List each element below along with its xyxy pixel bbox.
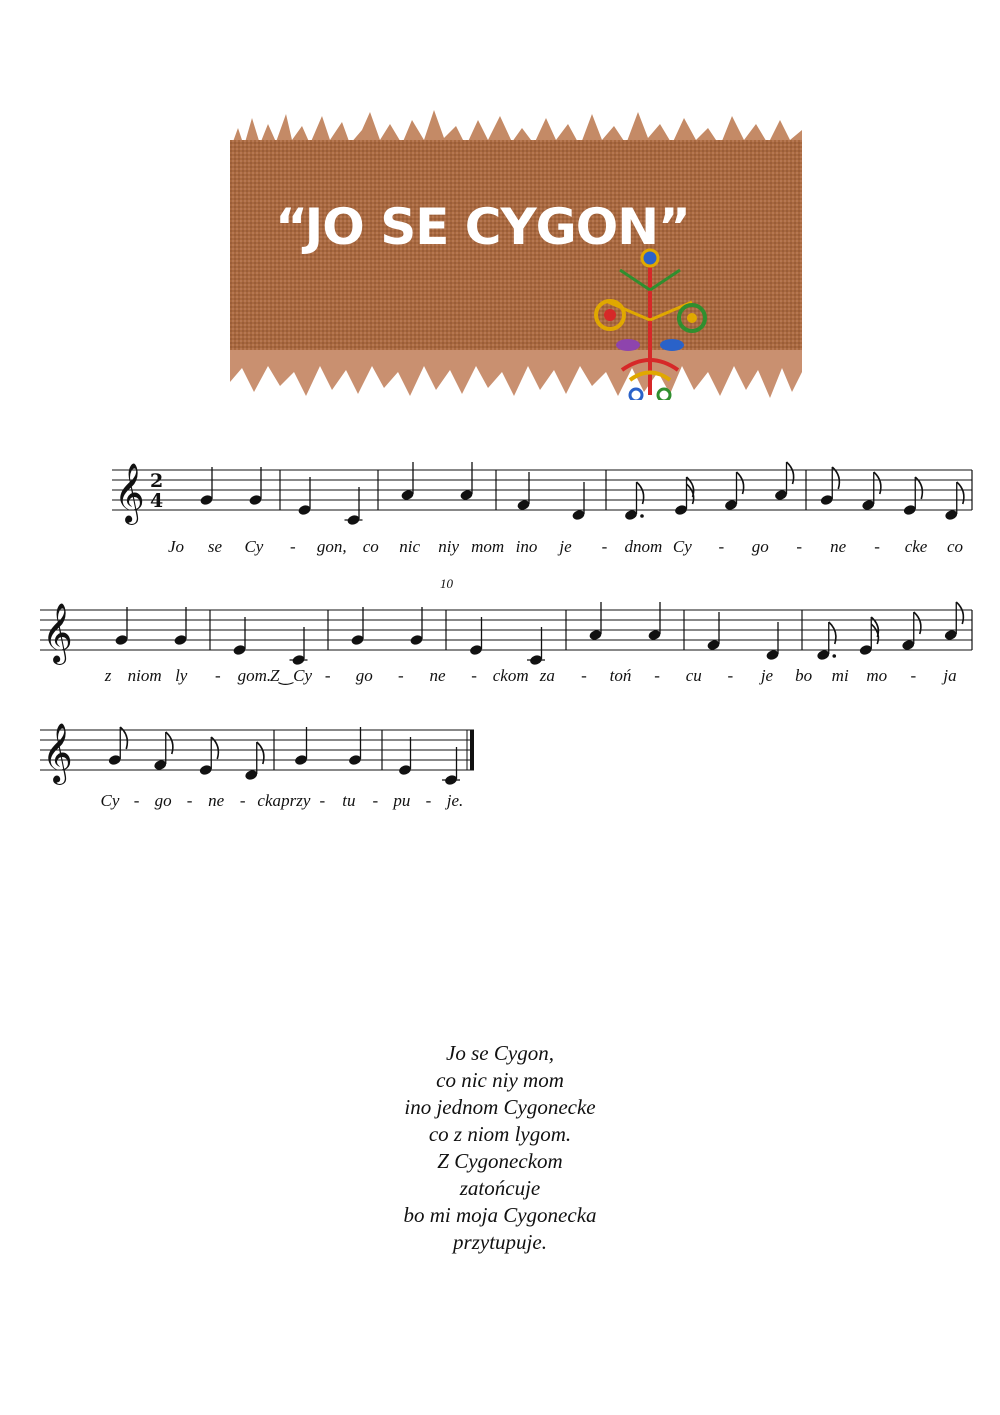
lyric-syllable: je. (446, 791, 464, 810)
verse-line: co nic niy mom (436, 1068, 564, 1092)
lyric-syllable: - (133, 791, 140, 810)
lyric-syllable: dnom (624, 537, 663, 556)
note-dot (640, 514, 644, 518)
measure-number: 10 (440, 576, 453, 591)
lyric-syllable: mi (831, 666, 849, 685)
lyric-syllable: se (207, 537, 223, 556)
note-flag (257, 742, 264, 764)
lyric-syllable: gom. (237, 666, 272, 685)
lyric-syllable: Cy (244, 537, 264, 556)
lyric-syllable: ja (943, 666, 957, 685)
note-flag (957, 482, 964, 504)
time-signature-bottom: 4 (150, 490, 164, 512)
lyric-syllable: - (910, 666, 917, 685)
lyric-syllable: niy (438, 537, 460, 556)
lyric-syllable: - (324, 666, 331, 685)
lyric-syllable: - (398, 666, 404, 685)
lyric-syllable: - (372, 791, 379, 810)
lyric-syllable: cu (685, 666, 702, 685)
lyric-syllable: je (559, 537, 572, 556)
lyric-syllable: Z‿Cy (270, 666, 313, 685)
verse-line: co z niom lygom. (428, 1122, 572, 1146)
lyric-syllable: gon, (316, 537, 347, 556)
lyric-syllable: je (760, 666, 774, 685)
lyric-syllable: przy (281, 791, 311, 810)
note-dot (832, 654, 836, 658)
lyric-syllable: - (718, 537, 725, 556)
verse-line: Z Cygoneckom (437, 1149, 563, 1173)
note-flag (737, 472, 744, 494)
lyric-syllable: - (319, 791, 326, 810)
lyric-syllable: - (601, 537, 608, 556)
lyric-syllable: go (355, 666, 373, 685)
treble-clef: 𝄞 (114, 463, 145, 523)
lyric-syllable: go (154, 791, 172, 810)
lyric-syllable: ne (208, 791, 225, 810)
lyric-syllable: ckom (492, 666, 529, 685)
lyric-syllable: - (214, 666, 221, 685)
verse-line: ino jednom Cygonecke (404, 1095, 596, 1119)
lyric-syllable: - (425, 791, 432, 810)
treble-clef: 𝄞 (42, 723, 73, 783)
lyric-syllable: - (796, 537, 803, 556)
lyric-syllable: co (946, 537, 964, 556)
lyric-syllable: - (727, 666, 734, 685)
lyric-syllable: - (239, 791, 246, 810)
lyric-syllable: - (186, 791, 193, 810)
lyric-syllable: - (471, 666, 477, 685)
verse-line: bo mi moja Cygonecka (403, 1203, 597, 1227)
lyric-syllable: Cy (100, 791, 120, 810)
lyric-syllable: co (362, 537, 379, 556)
lyric-syllable: cke (904, 537, 928, 556)
lyric-syllable: bo (795, 666, 813, 685)
note-flag (637, 482, 644, 504)
time-signature-top: 2 (150, 470, 164, 492)
lyric-syllable: niom (127, 666, 162, 685)
lyric-syllable: ly (175, 666, 188, 685)
lyric-syllable: mom (471, 537, 505, 556)
note-flag (874, 472, 881, 494)
song-title: “JO SE CYGON” (275, 198, 690, 256)
verse-line: przytupuje. (453, 1230, 547, 1254)
verse-line: zatońcuje (459, 1176, 541, 1200)
lyric-syllable: z (104, 666, 112, 685)
note-flag (787, 462, 794, 484)
note-flag (956, 602, 963, 624)
lyric-syllable: ne (429, 666, 446, 685)
note-flag (829, 622, 836, 644)
lyric-syllable: Jo (167, 537, 185, 556)
lyric-syllable: za (539, 666, 555, 685)
lyric-syllable: pu (393, 791, 411, 810)
lyric-syllable: ino (515, 537, 538, 556)
verse-line: Jo se Cygon, (446, 1041, 554, 1065)
lyric-syllable: - (581, 666, 587, 685)
lyric-syllable: ne (830, 537, 847, 556)
lyric-syllable: - (290, 537, 296, 556)
lyric-syllable: mo (866, 666, 888, 685)
lyric-syllable: - (874, 537, 880, 556)
lyric-syllable: - (654, 666, 660, 685)
lyric-syllable: nic (399, 537, 421, 556)
treble-clef: 𝄞 (42, 603, 73, 663)
lyric-syllable: go (751, 537, 769, 556)
note-flag (914, 612, 921, 634)
note-flag (166, 732, 173, 754)
lyric-syllable: toń (609, 666, 632, 685)
lyric-syllable: Cy (672, 537, 692, 556)
lyric-syllable: tu (342, 791, 356, 810)
lyric-syllable: cka (257, 791, 282, 810)
lyrics-verse (0, 1040, 1000, 1256)
